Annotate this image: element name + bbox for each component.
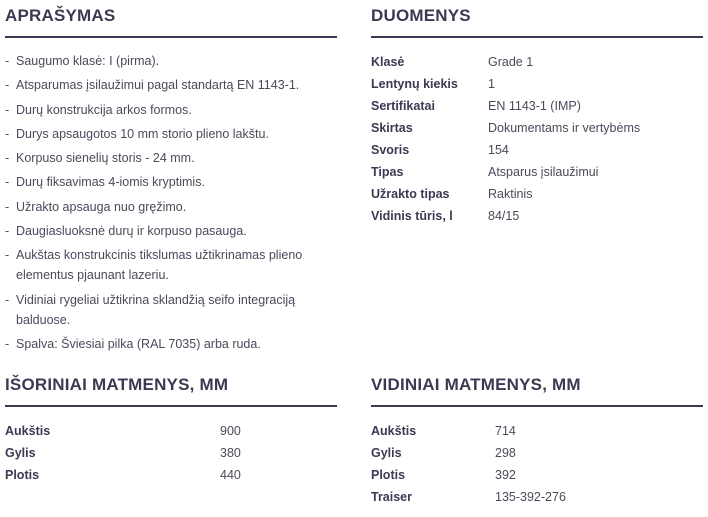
table-row: Plotis 440 [5, 468, 241, 482]
list-item: - Spalva: Šviesiai pilka (RAL 7035) arba ruda. [5, 336, 261, 351]
inner-dimensions-heading: VIDINIAI MATMENYS, MM [371, 375, 581, 394]
data-heading: DUOMENYS [371, 6, 471, 25]
outer-dimensions-heading: IŠORINIAI MATMENYS, MM [5, 375, 229, 394]
table-row: Gylis 380 [5, 446, 241, 460]
description-list [5, 51, 337, 354]
description-heading: APRAŠYMAS [5, 6, 116, 25]
list-item: - Saugumo klasė: I (pirma). [5, 54, 160, 68]
list-item: - Aukštas konstrukcinis tikslumas užtikrinamas plieno elementus pjaunant lazeriu. [5, 248, 303, 283]
table-row: Plotis 392 [371, 468, 516, 482]
table-row: Tipas Atsparus įsilaužimui [371, 165, 599, 179]
list-item: - Užrakto apsauga nuo gręžimo. [5, 199, 187, 214]
inner-dimensions-table [371, 420, 566, 508]
table-row: Lentynų kiekis 1 [371, 77, 495, 91]
table-row: Skirtas Dokumentams ir vertybėms [371, 121, 641, 135]
table-row: Gylis 298 [371, 446, 516, 460]
table-row: Klasė Grade 1 [371, 55, 534, 69]
list-item: - Durų konstrukcija arkos formos. [5, 102, 192, 117]
data-table [371, 51, 640, 227]
table-row: Aukštis 714 [371, 424, 516, 438]
table-row: Vidinis tūris, l 84/15 [371, 209, 520, 223]
table-row: Svoris 154 [371, 143, 509, 157]
outer-dimensions-table [5, 420, 241, 486]
list-item: - Vidiniai rygeliai užtikrina sklandžią seifo integraciją balduose. [5, 292, 296, 327]
outer-dimensions-divider [5, 405, 337, 407]
list-item: - Durų fiksavimas 4-iomis kryptimis. [5, 175, 205, 190]
list-item: - Daugiasluoksnė durų ir korpuso pasauga. [5, 224, 247, 239]
table-row: Sertifikatai EN 1143-1 (IMP) [371, 99, 581, 113]
data-section [371, 4, 703, 227]
table-row: Užrakto tipas Raktinis [371, 187, 533, 201]
list-item: - Atsparumas įsilaužimui pagal standartą EN 1143-1. [5, 78, 300, 93]
outer-dimensions-section [5, 373, 337, 486]
inner-dimensions-section [371, 373, 703, 508]
data-divider [371, 36, 703, 38]
list-item: - Korpuso sienelių storis - 24 mm. [5, 151, 195, 166]
list-item: - Durys apsaugotos 10 mm storio plieno lakštu. [5, 126, 269, 141]
description-divider [5, 36, 337, 38]
table-row: Traiser 135-392-276 [371, 490, 566, 504]
description-section [5, 4, 337, 358]
table-row: Aukštis 900 [5, 424, 241, 438]
inner-dimensions-divider [371, 405, 703, 407]
